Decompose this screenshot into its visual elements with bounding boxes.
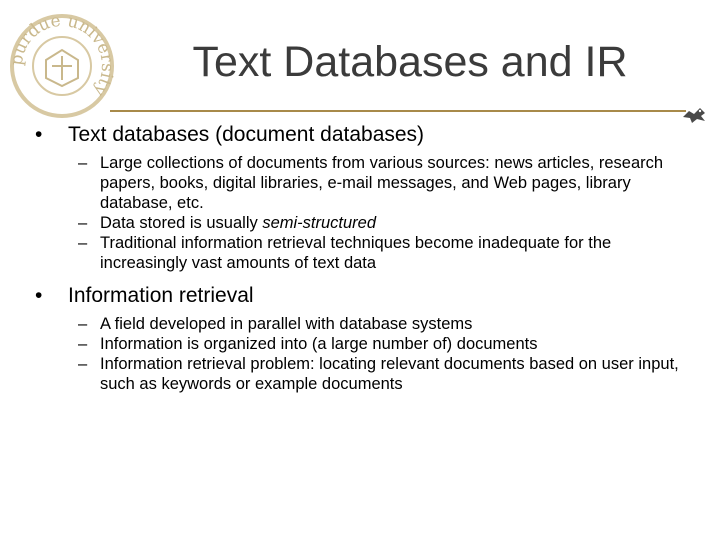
slide-title: Text Databases and IR	[192, 38, 628, 86]
sub-bullet-field-developed	[18, 314, 698, 334]
dash-icon: –	[78, 335, 88, 353]
sub-bullet-label: Large collections of documents from various sources: news articles, research papers, books, digital libraries, e-mail messages, and Web pages, library database, etc.	[100, 154, 664, 212]
dash-icon: –	[78, 355, 88, 373]
bullet-icon: •	[35, 123, 43, 146]
sub-bullet-organized	[18, 334, 698, 354]
sub-bullet-label: Information is organized into (a large number of) documents	[100, 335, 538, 353]
university-seal-logo	[6, 10, 118, 122]
dash-icon: –	[78, 315, 88, 333]
sub-bullet-label: Data stored is usually	[100, 214, 263, 232]
dash-icon: –	[78, 214, 88, 232]
sub-bullet-semi-structured	[18, 213, 698, 233]
emphasis-text: semi-structured	[262, 214, 377, 232]
title-divider	[110, 110, 686, 112]
sub-bullet-label: A field developed in parallel with database systems	[100, 315, 473, 333]
seal-text-path: purdue university	[6, 10, 118, 100]
bullet-text-databases	[18, 122, 698, 147]
sub-bullet-label: Traditional information retrieval techniques become inadequate for the increasingly vast amounts of text data	[100, 234, 612, 272]
bullet-icon: •	[35, 284, 43, 307]
sub-bullet-traditional-ir	[18, 233, 698, 273]
dash-icon: –	[78, 234, 88, 252]
bullet-information-retrieval	[18, 283, 698, 308]
bullet-label: Information retrieval	[68, 284, 254, 307]
sub-bullet-ir-problem	[18, 354, 698, 394]
slide-content	[18, 118, 698, 394]
dash-icon: –	[78, 154, 88, 172]
bullet-label: Text databases (document databases)	[68, 123, 425, 146]
sub-bullet-collections	[18, 153, 698, 213]
sub-bullet-label: Information retrieval problem: locating relevant documents based on user input, such as keywords or example documents	[100, 355, 679, 393]
